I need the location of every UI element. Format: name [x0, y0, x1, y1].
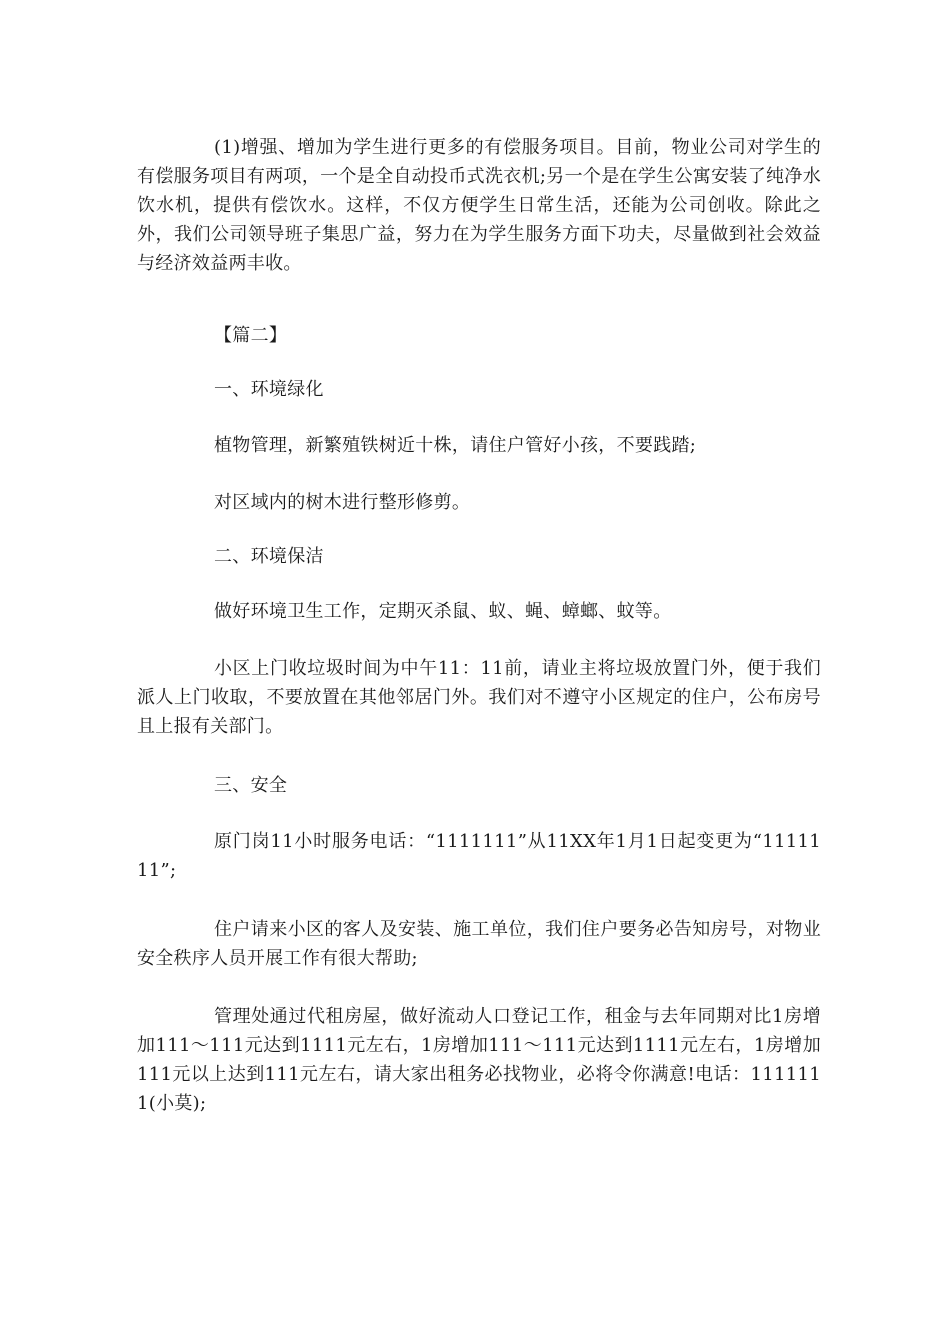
- heading-cleaning: 二、环境保洁: [214, 546, 324, 567]
- paragraph-paid-services: (1)增强、增加为学生进行更多的有偿服务项目。目前，物业公司对学生的有偿服务项目有两项，一个是全自动投币式洗衣机;另一个是在学生公寓安装了纯净水饮水机，提供有偿饮水。这样，不仅方便学生日常生活，还能为公司创收。除此之外，我们公司领导班子集思广益，努力在为学生服务方面下功夫，尽量做到社会效益与经济效益两丰收。: [137, 137, 821, 274]
- paragraph-tree-pruning: 对区域内的树木进行整形修剪。: [214, 492, 471, 513]
- paragraph-pest-control: 做好环境卫生工作，定期灭杀鼠、蚁、蝇、蟑螂、蚊等。: [214, 601, 672, 622]
- paragraph-visitor-notice: 住户请来小区的客人及安装、施工单位，我们住户要务必告知房号，对物业安全秩序人员开展工作有很大帮助;: [137, 919, 821, 969]
- heading-greening: 一、环境绿化: [214, 379, 324, 400]
- paragraph-garbage-collection: 小区上门收垃圾时间为中午11：11前，请业主将垃圾放置门外，便于我们派人上门收取，不要放置在其他邻居门外。我们对不遵守小区规定的住户，公布房号且上报有关部门。: [137, 658, 821, 737]
- paragraph-phone-change: 原门岗11小时服务电话：“1111111”从11XX年1月1日起变更为“1111111”;: [137, 831, 821, 881]
- paragraph-rental-service: 管理处通过代租房屋，做好流动人口登记工作，租金与去年同期对比1房增加111～111元达到1111元左右，1房增加111～111元达到1111元左右，1房增加111元以上达到111元左右，请大家出租务必找物业，必将令你满意!电话：1111111(小莫);: [137, 1006, 821, 1114]
- heading-security: 三、安全: [214, 775, 288, 796]
- section-heading-part-two: 【篇二】: [214, 325, 288, 346]
- paragraph-plant-management: 植物管理，新繁殖铁树近十株，请住户管好小孩，不要践踏;: [214, 435, 697, 456]
